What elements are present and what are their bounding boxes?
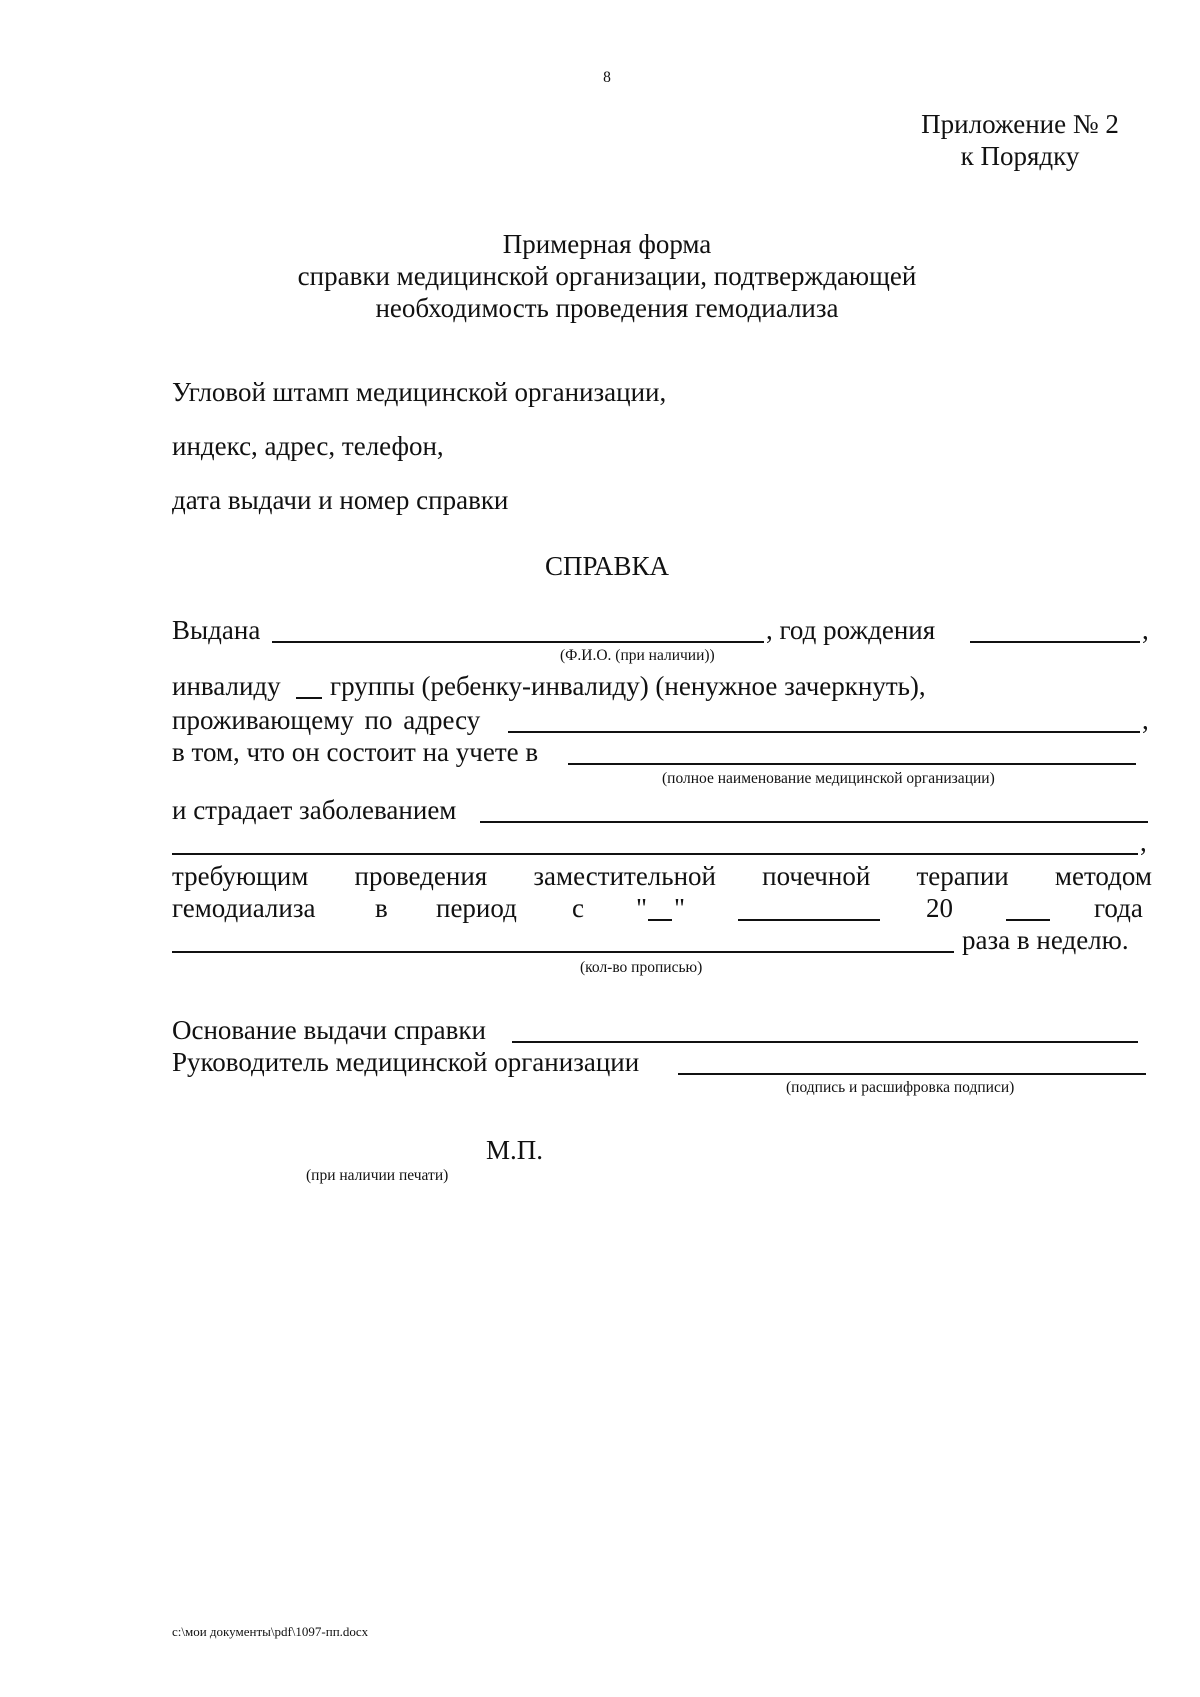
footer-file-path: c:\мои документы\pdf\1097-пп.docx [172, 1624, 369, 1639]
therapy-word: методом [1054, 861, 1152, 891]
period-word-in: в [375, 893, 388, 923]
therapy-word: требующим [172, 861, 309, 891]
head-label: Руководитель медицинской организации [172, 1047, 640, 1077]
signature-hint: (подпись и расшифровка подписи) [786, 1079, 1015, 1096]
registered-label: в том, что он состоит на учете в [172, 737, 539, 767]
year-word: года [1094, 893, 1143, 923]
times-per-week-field[interactable] [172, 951, 954, 953]
address-phone-label: индекс, адрес, телефон, [172, 431, 444, 461]
disability-group-field[interactable] [296, 697, 322, 699]
head-signature-field[interactable] [678, 1073, 1146, 1075]
start-year-field[interactable] [1006, 919, 1050, 921]
title-line-1: Примерная форма [502, 229, 712, 259]
fio-hint: (Ф.И.О. (при наличии)) [560, 647, 715, 664]
appendix-line-2: к Порядку [960, 141, 1080, 171]
open-quote: " [636, 893, 648, 923]
seal-label: М.П. [486, 1135, 544, 1165]
birth-year-field[interactable] [970, 641, 1140, 643]
organization-hint: (полное наименование медицинской организации) [662, 770, 995, 787]
period-word-period: период [436, 893, 517, 923]
birth-year-comma: , [1142, 615, 1149, 645]
basis-label: Основание выдачи справки [172, 1015, 486, 1045]
year-prefix: 20 [926, 893, 953, 923]
disease-comma: , [1140, 827, 1147, 857]
disabled-prefix: инвалиду [172, 671, 281, 701]
title-line-2: справки медицинской организации, подтверждающей [297, 261, 917, 291]
appendix-line-1: Приложение № 2 [921, 109, 1119, 139]
disease-field-continued[interactable] [172, 853, 1138, 855]
stamp-label: Угловой штамп медицинской организации, [172, 377, 667, 407]
fio-field[interactable] [272, 641, 764, 643]
date-number-label: дата выдачи и номер справки [172, 485, 509, 515]
period-word-from: с [572, 893, 584, 923]
therapy-word: заместительной [533, 861, 716, 891]
issued-label: Выдана [172, 615, 261, 645]
doc-heading: СПРАВКА [544, 551, 670, 581]
address-field[interactable] [508, 731, 1140, 733]
seal-hint: (при наличии печати) [306, 1167, 449, 1184]
times-per-week-label: раза в неделю. [962, 925, 1129, 955]
start-day-field[interactable] [648, 919, 672, 921]
organization-field[interactable] [568, 763, 1136, 765]
close-quote: " [674, 893, 686, 923]
start-month-field[interactable] [738, 919, 880, 921]
page-number: 8 [603, 69, 611, 86]
therapy-word: почечной [762, 861, 871, 891]
address-comma: , [1142, 705, 1149, 735]
title-line-3: необходимость проведения гемодиализа [375, 293, 839, 323]
therapy-word: терапии [916, 861, 1009, 891]
disease-label: и страдает заболеванием [172, 795, 457, 825]
birth-year-label: , год рождения [766, 615, 936, 645]
address-label: проживающему по адресу [172, 705, 481, 735]
count-hint: (кол-во прописью) [580, 959, 703, 976]
basis-field[interactable] [512, 1041, 1138, 1043]
disabled-suffix: группы (ребенку-инвалиду) (ненужное зачеркнуть), [330, 671, 926, 701]
therapy-word: проведения [354, 861, 488, 891]
period-word-hemodialysis: гемодиализа [172, 893, 316, 923]
therapy-line [172, 860, 1152, 892]
disease-field[interactable] [480, 821, 1148, 823]
